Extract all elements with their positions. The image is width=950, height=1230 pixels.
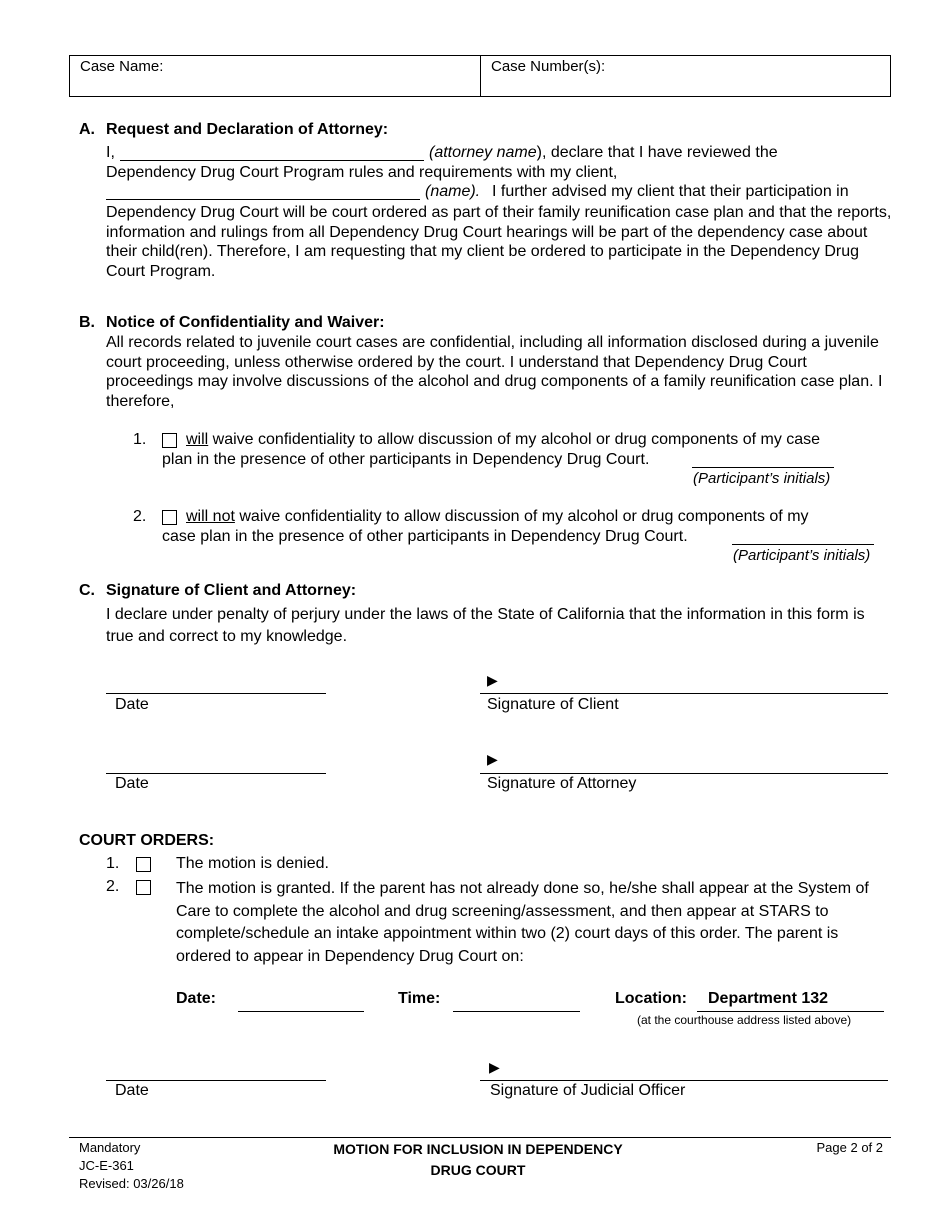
- waive-item-2-number: 2.: [133, 508, 147, 525]
- hearing-time-blank[interactable]: [453, 1011, 580, 1012]
- section-a-line1-suffix: ), declare that I have reviewed the: [536, 144, 778, 161]
- client-name-hint: (name).: [425, 183, 481, 200]
- initials-label-1: (Participant’s initials): [693, 470, 831, 487]
- hearing-location-line: [697, 1011, 884, 1012]
- section-b-letter: B.: [79, 314, 95, 331]
- initials-blank-1[interactable]: [692, 467, 834, 468]
- section-a-line2: Dependency Drug Court Program rules and requirements with my client,: [106, 164, 618, 181]
- client-signature-label: Signature of Client: [487, 696, 619, 713]
- court-orders-title: COURT ORDERS:: [79, 832, 215, 849]
- order-1-number: 1.: [106, 855, 120, 872]
- section-a-line3-suffix: I further advised my client that their participation in: [492, 183, 849, 200]
- case-name-label: Case Name:: [80, 58, 164, 75]
- section-b-title: Notice of Confidentiality and Waiver:: [106, 314, 385, 331]
- hearing-location-value: Department 132: [708, 990, 829, 1007]
- section-c-title: Signature of Client and Attorney:: [106, 582, 357, 599]
- will-not-waive-checkbox[interactable]: [162, 510, 177, 525]
- waive-item-2-line2: case plan in the presence of other participants in Dependency Drug Court.: [162, 528, 688, 545]
- section-a-title: Request and Declaration of Attorney:: [106, 121, 389, 138]
- judicial-date-line[interactable]: [106, 1080, 326, 1081]
- case-number-field[interactable]: [481, 56, 890, 96]
- motion-granted-checkbox[interactable]: [136, 880, 151, 895]
- will-keyword: will: [186, 431, 209, 448]
- case-name-field[interactable]: [70, 56, 481, 96]
- case-header-box: [69, 55, 891, 97]
- will-waive-checkbox[interactable]: [162, 433, 177, 448]
- judicial-signature-label: Signature of Judicial Officer: [490, 1082, 686, 1099]
- attorney-name-hint: attorney name: [434, 144, 537, 161]
- order-1-text: The motion is denied.: [176, 855, 329, 872]
- client-date-line[interactable]: [106, 693, 326, 694]
- footer-revised: Revised: 03/26/18: [79, 1176, 184, 1191]
- waive-item-1-line1: [186, 431, 820, 449]
- attorney-signature-label: Signature of Attorney: [487, 775, 637, 792]
- attorney-name-blank[interactable]: [120, 160, 424, 161]
- waive-item-1-number: 1.: [133, 431, 147, 448]
- client-signature-line[interactable]: [480, 693, 888, 694]
- client-date-label: Date: [115, 696, 149, 713]
- initials-label-2: (Participant’s initials): [733, 547, 871, 564]
- section-b-body: All records related to juvenile court cases are confidential, including all information disclosed during a juvenile court proceeding, unless otherwise ordered by the court. I understand that Dependency Drug Court proceedings may involve discussions of the alcohol and drug components of a family reunification case plan. I therefore,: [106, 334, 883, 410]
- will-not-keyword: will not: [186, 508, 235, 525]
- section-c-letter: C.: [79, 582, 95, 599]
- judicial-signature-arrow-icon: ▶: [489, 1059, 500, 1075]
- footer-form-title: [300, 1139, 656, 1181]
- judicial-signature-line[interactable]: [480, 1080, 888, 1081]
- hearing-date-blank[interactable]: [238, 1011, 364, 1012]
- footer-title-line2: DRUG COURT: [430, 1162, 526, 1178]
- order-2-number: 2.: [106, 878, 120, 895]
- initials-blank-2[interactable]: [732, 544, 874, 545]
- section-c-body: I declare under penalty of perjury under the laws of the State of California that the information in this form is true and correct to my knowledge.: [106, 606, 865, 645]
- section-a-letter: A.: [79, 121, 95, 138]
- footer-form-id: JC-E-361: [79, 1158, 134, 1173]
- attorney-date-label: Date: [115, 775, 149, 792]
- waive-item-2-text: waive confidentiality to allow discussion of my alcohol or drug components of my: [239, 508, 809, 525]
- client-signature-arrow-icon: ▶: [487, 672, 498, 688]
- hearing-location-label: Location:: [615, 990, 687, 1007]
- section-a-line1-tail: (attorney name), declare that I have reviewed the: [429, 144, 778, 161]
- waive-item-1-text: waive confidentiality to allow discussion of my alcohol or drug components of my case: [212, 431, 821, 448]
- case-number-label: Case Number(s):: [491, 58, 606, 75]
- footer-mandatory: Mandatory: [79, 1140, 141, 1155]
- section-a-body: Dependency Drug Court will be court ordered as part of their family reunification case plan and that the reports, information and rulings from all Dependency Drug Court hearings will be part of the dependency case about their child(ren). Therefore, I am requesting that my client be ordered to participate in the Dependency Drug Court Program.: [106, 204, 892, 280]
- hearing-time-label: Time:: [398, 990, 441, 1007]
- footer-divider: [69, 1137, 891, 1138]
- attorney-signature-arrow-icon: ▶: [487, 751, 498, 767]
- waive-item-2-line1: [186, 508, 809, 526]
- footer-page-number: Page 2 of 2: [816, 1140, 883, 1155]
- footer-title-line1: MOTION FOR INCLUSION IN DEPENDENCY: [333, 1141, 623, 1157]
- judicial-date-label: Date: [115, 1082, 149, 1099]
- client-name-blank[interactable]: [106, 199, 420, 200]
- section-a-line1-prefix: I,: [106, 144, 115, 161]
- waive-item-1-line2: plan in the presence of other participants in Dependency Drug Court.: [162, 451, 650, 468]
- order-2-text: The motion is granted. If the parent has not already done so, he/she shall appear at the System of Care to complete the alcohol and drug screening/assessment, and then appear at STARS to complete/schedule an intake appointment within two (2) court days of this order. The parent is ordered to appear in Dependency Drug Court on:: [176, 880, 869, 965]
- motion-denied-checkbox[interactable]: [136, 857, 151, 872]
- hearing-date-label: Date:: [176, 990, 217, 1007]
- attorney-signature-line[interactable]: [480, 773, 888, 774]
- hearing-location-note: (at the courthouse address listed above): [637, 1013, 852, 1027]
- attorney-date-line[interactable]: [106, 773, 326, 774]
